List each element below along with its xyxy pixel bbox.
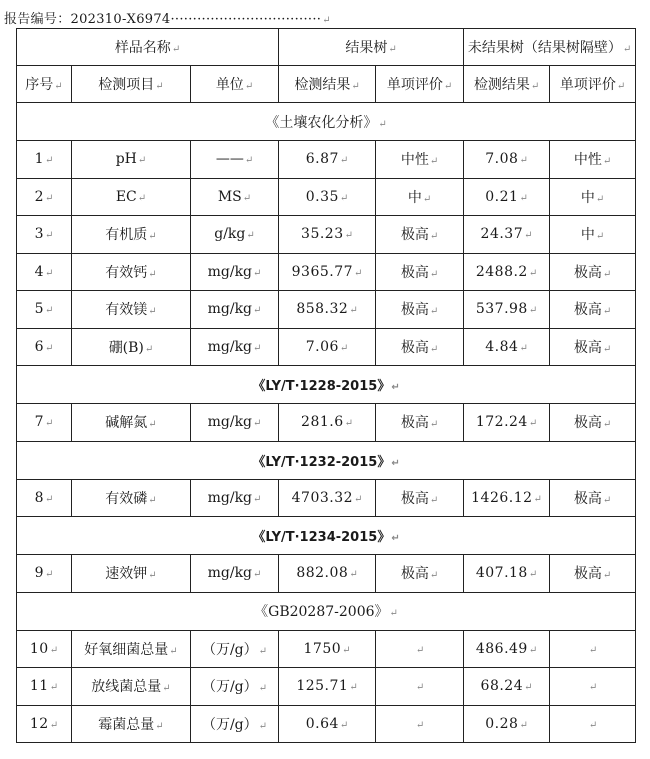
- evaluation-non-fruiting-cell: [550, 630, 636, 668]
- paragraph-mark-icon: ↵: [524, 230, 533, 242]
- paragraph-mark-icon: ↵: [339, 192, 349, 204]
- paragraph-mark-icon: ↵: [429, 156, 439, 168]
- paragraph-mark-icon: ↵: [45, 342, 54, 354]
- paragraph-mark-icon: ↵: [415, 644, 425, 656]
- evaluation-non-fruiting-cell: 中↵: [550, 216, 636, 254]
- result-fruiting-cell: 4703.32↵: [279, 479, 376, 517]
- paragraph-mark-icon: ↵: [339, 155, 349, 167]
- result-non-fruiting-cell: 172.24↵: [464, 404, 550, 442]
- evaluation-non-fruiting-cell: 中↵: [550, 178, 636, 216]
- paragraph-mark-icon: ↵: [322, 15, 331, 26]
- paragraph-mark-icon: ↵: [148, 268, 157, 280]
- paragraph-mark-icon: ↵: [588, 719, 598, 731]
- paragraph-mark-icon: ↵: [45, 418, 54, 430]
- table-row: [17, 291, 636, 329]
- paragraph-mark-icon: ↵: [349, 682, 358, 694]
- section-title: 《LY/T·1228-2015》↵: [17, 366, 636, 404]
- header-test-item: 检测项目↵: [72, 66, 191, 103]
- evaluation-fruiting-cell: 极高↵: [376, 291, 464, 329]
- evaluation-fruiting-cell: 中↵: [376, 178, 464, 216]
- result-non-fruiting-cell: 407.18↵: [464, 555, 550, 593]
- paragraph-mark-icon: ↵: [45, 230, 54, 242]
- section-row: [17, 366, 636, 404]
- header-sample-name: 样品名称↵: [17, 29, 279, 66]
- evaluation-non-fruiting-cell: [550, 668, 636, 706]
- paragraph-mark-icon: ↵: [389, 608, 398, 619]
- paragraph-mark-icon: ↵: [519, 192, 528, 204]
- paragraph-mark-icon: ↵: [354, 267, 363, 279]
- paragraph-mark-icon: ↵: [169, 645, 178, 657]
- paragraph-mark-icon: ↵: [602, 494, 612, 506]
- seq-cell: 4↵: [17, 253, 72, 291]
- seq-cell: 8↵: [17, 479, 72, 517]
- evaluation-fruiting-cell: 极高↵: [376, 216, 464, 254]
- paragraph-mark-icon: ↵: [429, 570, 439, 582]
- section-row: [17, 103, 636, 141]
- paragraph-mark-icon: ↵: [429, 231, 439, 243]
- paragraph-mark-icon: ↵: [588, 682, 598, 694]
- paragraph-mark-icon: ↵: [45, 267, 54, 279]
- paragraph-mark-icon: ↵: [45, 305, 54, 317]
- test-item-cell: 有效钙↵: [72, 253, 191, 291]
- paragraph-mark-icon: ↵: [339, 342, 349, 354]
- result-non-fruiting-cell: 2488.2↵: [464, 253, 550, 291]
- result-fruiting-cell: 125.71↵: [279, 668, 376, 706]
- section-title: 《GB20287-2006》↵: [17, 592, 636, 630]
- paragraph-mark-icon: ↵: [519, 719, 528, 731]
- header-evaluation-2: 单项评价↵: [550, 66, 636, 103]
- paragraph-mark-icon: ↵: [528, 644, 538, 656]
- table-row: [17, 178, 636, 216]
- paragraph-mark-icon: ↵: [137, 192, 147, 204]
- unit-cell: mg/kg↵: [191, 291, 279, 329]
- section-title: 《LY/T·1232-2015》↵: [17, 441, 636, 479]
- test-item-cell: 放线菌总量↵: [72, 668, 191, 706]
- paragraph-mark-icon: ↵: [155, 720, 164, 732]
- header-row-columns: [17, 66, 636, 103]
- paragraph-mark-icon: ↵: [253, 418, 262, 430]
- report-number-label: 报告编号：: [4, 12, 71, 27]
- evaluation-non-fruiting-cell: 极高↵: [550, 291, 636, 329]
- test-item-cell: 好氧细菌总量↵: [72, 630, 191, 668]
- paragraph-mark-icon: ↵: [45, 155, 54, 167]
- paragraph-mark-icon: ↵: [595, 231, 605, 243]
- report-number: 202310-X6974: [70, 12, 171, 27]
- evaluation-fruiting-cell: 极高↵: [376, 555, 464, 593]
- paragraph-mark-icon: ↵: [391, 533, 400, 544]
- unit-cell: （万/g）↵: [191, 630, 279, 668]
- paragraph-mark-icon: ↵: [528, 305, 538, 317]
- paragraph-mark-icon: ↵: [49, 682, 59, 694]
- evaluation-fruiting-cell: [376, 630, 464, 668]
- table-row: [17, 253, 636, 291]
- evaluation-fruiting-cell: [376, 705, 464, 742]
- paragraph-mark-icon: ↵: [588, 644, 598, 656]
- unit-cell: MS↵: [191, 178, 279, 216]
- section-row: [17, 517, 636, 555]
- result-fruiting-cell: 7.06↵: [279, 328, 376, 366]
- table-row: [17, 216, 636, 254]
- section-row: [17, 592, 636, 630]
- paragraph-mark-icon: ↵: [342, 644, 351, 656]
- report-number-line: [4, 8, 331, 27]
- paragraph-mark-icon: ↵: [258, 720, 268, 732]
- result-non-fruiting-cell: 68.24↵: [464, 668, 550, 706]
- result-non-fruiting-cell: 7.08↵: [464, 141, 550, 179]
- section-row: [17, 441, 636, 479]
- section-title: 《土壤农化分析》↵: [17, 103, 636, 141]
- unit-cell: ——↵: [191, 141, 279, 179]
- paragraph-mark-icon: ↵: [45, 192, 54, 204]
- paragraph-mark-icon: ↵: [415, 719, 425, 731]
- result-fruiting-cell: 6.87↵: [279, 141, 376, 179]
- test-item-cell: 有机质↵: [72, 216, 191, 254]
- paragraph-mark-icon: ↵: [49, 719, 59, 731]
- evaluation-fruiting-cell: 中性↵: [376, 141, 464, 179]
- soil-test-table: [16, 28, 636, 743]
- paragraph-mark-icon: ↵: [49, 644, 59, 656]
- unit-cell: mg/kg↵: [191, 555, 279, 593]
- unit-cell: mg/kg↵: [191, 479, 279, 517]
- header-evaluation-1: 单项评价↵: [376, 66, 464, 103]
- unit-cell: （万/g）↵: [191, 668, 279, 706]
- seq-cell: 2↵: [17, 178, 72, 216]
- paragraph-mark-icon: ↵: [144, 343, 154, 355]
- paragraph-mark-icon: ↵: [429, 494, 439, 506]
- paragraph-mark-icon: ↵: [391, 457, 400, 469]
- seq-cell: 7↵: [17, 404, 72, 442]
- report-number-dots: ··································: [170, 12, 322, 27]
- paragraph-mark-icon: ↵: [602, 156, 612, 168]
- paragraph-mark-icon: ↵: [528, 569, 538, 581]
- paragraph-mark-icon: ↵: [602, 570, 612, 582]
- result-fruiting-cell: 35.23↵: [279, 216, 376, 254]
- paragraph-mark-icon: ↵: [148, 231, 157, 243]
- seq-cell: 12↵: [17, 705, 72, 742]
- paragraph-mark-icon: ↵: [429, 306, 439, 318]
- paragraph-mark-icon: ↵: [528, 267, 538, 279]
- section-title: 《LY/T·1234-2015》↵: [17, 517, 636, 555]
- paragraph-mark-icon: ↵: [602, 268, 612, 280]
- test-item-cell: 碱解氮↵: [72, 404, 191, 442]
- paragraph-mark-icon: ↵: [528, 418, 538, 430]
- test-item-cell: 速效钾↵: [72, 555, 191, 593]
- result-fruiting-cell: 0.35↵: [279, 178, 376, 216]
- paragraph-mark-icon: ↵: [148, 570, 157, 582]
- paragraph-mark-icon: ↵: [354, 493, 363, 505]
- test-item-cell: 硼(B)↵: [72, 328, 191, 366]
- paragraph-mark-icon: ↵: [242, 192, 252, 204]
- paragraph-mark-icon: ↵: [602, 419, 612, 431]
- paragraph-mark-icon: ↵: [148, 494, 157, 506]
- unit-cell: mg/kg↵: [191, 404, 279, 442]
- paragraph-mark-icon: ↵: [137, 155, 147, 167]
- paragraph-mark-icon: ↵: [339, 719, 349, 731]
- header-seq: 序号↵: [17, 66, 72, 103]
- table-row: [17, 479, 636, 517]
- paragraph-mark-icon: ↵: [253, 342, 262, 354]
- header-unit: 单位↵: [191, 66, 279, 103]
- paragraph-mark-icon: ↵: [349, 569, 358, 581]
- header-result-1: 检测结果↵: [279, 66, 376, 103]
- paragraph-mark-icon: ↵: [519, 155, 528, 167]
- result-non-fruiting-cell: 4.84↵: [464, 328, 550, 366]
- evaluation-non-fruiting-cell: 极高↵: [550, 555, 636, 593]
- evaluation-non-fruiting-cell: [550, 705, 636, 742]
- paragraph-mark-icon: ↵: [45, 493, 54, 505]
- paragraph-mark-icon: ↵: [253, 267, 262, 279]
- paragraph-mark-icon: ↵: [602, 343, 612, 355]
- table-row: [17, 668, 636, 706]
- evaluation-fruiting-cell: 极高↵: [376, 479, 464, 517]
- result-fruiting-cell: 0.64↵: [279, 705, 376, 742]
- paragraph-mark-icon: ↵: [429, 419, 439, 431]
- paragraph-mark-icon: ↵: [344, 418, 354, 430]
- table-row: [17, 705, 636, 742]
- evaluation-fruiting-cell: [376, 668, 464, 706]
- paragraph-mark-icon: ↵: [429, 268, 439, 280]
- paragraph-mark-icon: ↵: [524, 682, 533, 694]
- header-non-fruiting-tree: 未结果树（结果树隔壁）↵: [464, 29, 636, 66]
- unit-cell: （万/g）↵: [191, 705, 279, 742]
- test-item-cell: 霉菌总量↵: [72, 705, 191, 742]
- paragraph-mark-icon: ↵: [244, 155, 254, 167]
- test-item-cell: EC↵: [72, 178, 191, 216]
- test-item-cell: 有效磷↵: [72, 479, 191, 517]
- result-non-fruiting-cell: 1426.12↵: [464, 479, 550, 517]
- paragraph-mark-icon: ↵: [595, 193, 605, 205]
- unit-cell: g/kg↵: [191, 216, 279, 254]
- result-fruiting-cell: 858.32↵: [279, 291, 376, 329]
- seq-cell: 5↵: [17, 291, 72, 329]
- result-fruiting-cell: 882.08↵: [279, 555, 376, 593]
- result-non-fruiting-cell: 537.98↵: [464, 291, 550, 329]
- header-result-2: 检测结果↵: [464, 66, 550, 103]
- evaluation-non-fruiting-cell: 极高↵: [550, 479, 636, 517]
- seq-cell: 6↵: [17, 328, 72, 366]
- seq-cell: 9↵: [17, 555, 72, 593]
- table-row: [17, 555, 636, 593]
- seq-cell: 1↵: [17, 141, 72, 179]
- result-non-fruiting-cell: 24.37↵: [464, 216, 550, 254]
- result-non-fruiting-cell: 0.21↵: [464, 178, 550, 216]
- paragraph-mark-icon: ↵: [148, 306, 157, 318]
- table-row: [17, 328, 636, 366]
- result-fruiting-cell: 9365.77↵: [279, 253, 376, 291]
- evaluation-fruiting-cell: 极高↵: [376, 328, 464, 366]
- paragraph-mark-icon: ↵: [246, 230, 255, 242]
- unit-cell: mg/kg↵: [191, 328, 279, 366]
- result-non-fruiting-cell: 0.28↵: [464, 705, 550, 742]
- result-fruiting-cell: 281.6↵: [279, 404, 376, 442]
- table-row: [17, 141, 636, 179]
- paragraph-mark-icon: ↵: [45, 569, 54, 581]
- evaluation-fruiting-cell: 极高↵: [376, 253, 464, 291]
- paragraph-mark-icon: ↵: [429, 343, 439, 355]
- paragraph-mark-icon: ↵: [258, 683, 268, 695]
- paragraph-mark-icon: ↵: [253, 305, 262, 317]
- header-row-groups: [17, 29, 636, 66]
- evaluation-non-fruiting-cell: 极高↵: [550, 328, 636, 366]
- paragraph-mark-icon: ↵: [148, 419, 157, 431]
- unit-cell: mg/kg↵: [191, 253, 279, 291]
- evaluation-fruiting-cell: 极高↵: [376, 404, 464, 442]
- paragraph-mark-icon: ↵: [391, 382, 400, 393]
- evaluation-non-fruiting-cell: 极高↵: [550, 404, 636, 442]
- table-row: [17, 630, 636, 668]
- seq-cell: 10↵: [17, 630, 72, 668]
- paragraph-mark-icon: ↵: [378, 118, 387, 130]
- result-non-fruiting-cell: 486.49↵: [464, 630, 550, 668]
- table-row: [17, 404, 636, 442]
- paragraph-mark-icon: ↵: [602, 306, 612, 318]
- test-item-cell: 有效镁↵: [72, 291, 191, 329]
- paragraph-mark-icon: ↵: [422, 193, 432, 205]
- paragraph-mark-icon: ↵: [415, 682, 425, 694]
- paragraph-mark-icon: ↵: [162, 683, 171, 695]
- header-fruiting-tree: 结果树↵: [279, 29, 464, 66]
- test-item-cell: pH↵: [72, 141, 191, 179]
- paragraph-mark-icon: ↵: [258, 645, 268, 657]
- paragraph-mark-icon: ↵: [344, 230, 354, 242]
- paragraph-mark-icon: ↵: [533, 493, 542, 505]
- evaluation-non-fruiting-cell: 极高↵: [550, 253, 636, 291]
- result-fruiting-cell: 1750↵: [279, 630, 376, 668]
- seq-cell: 11↵: [17, 668, 72, 706]
- evaluation-non-fruiting-cell: 中性↵: [550, 141, 636, 179]
- paragraph-mark-icon: ↵: [349, 305, 358, 317]
- seq-cell: 3↵: [17, 216, 72, 254]
- paragraph-mark-icon: ↵: [253, 569, 262, 581]
- paragraph-mark-icon: ↵: [519, 342, 528, 354]
- paragraph-mark-icon: ↵: [253, 493, 262, 505]
